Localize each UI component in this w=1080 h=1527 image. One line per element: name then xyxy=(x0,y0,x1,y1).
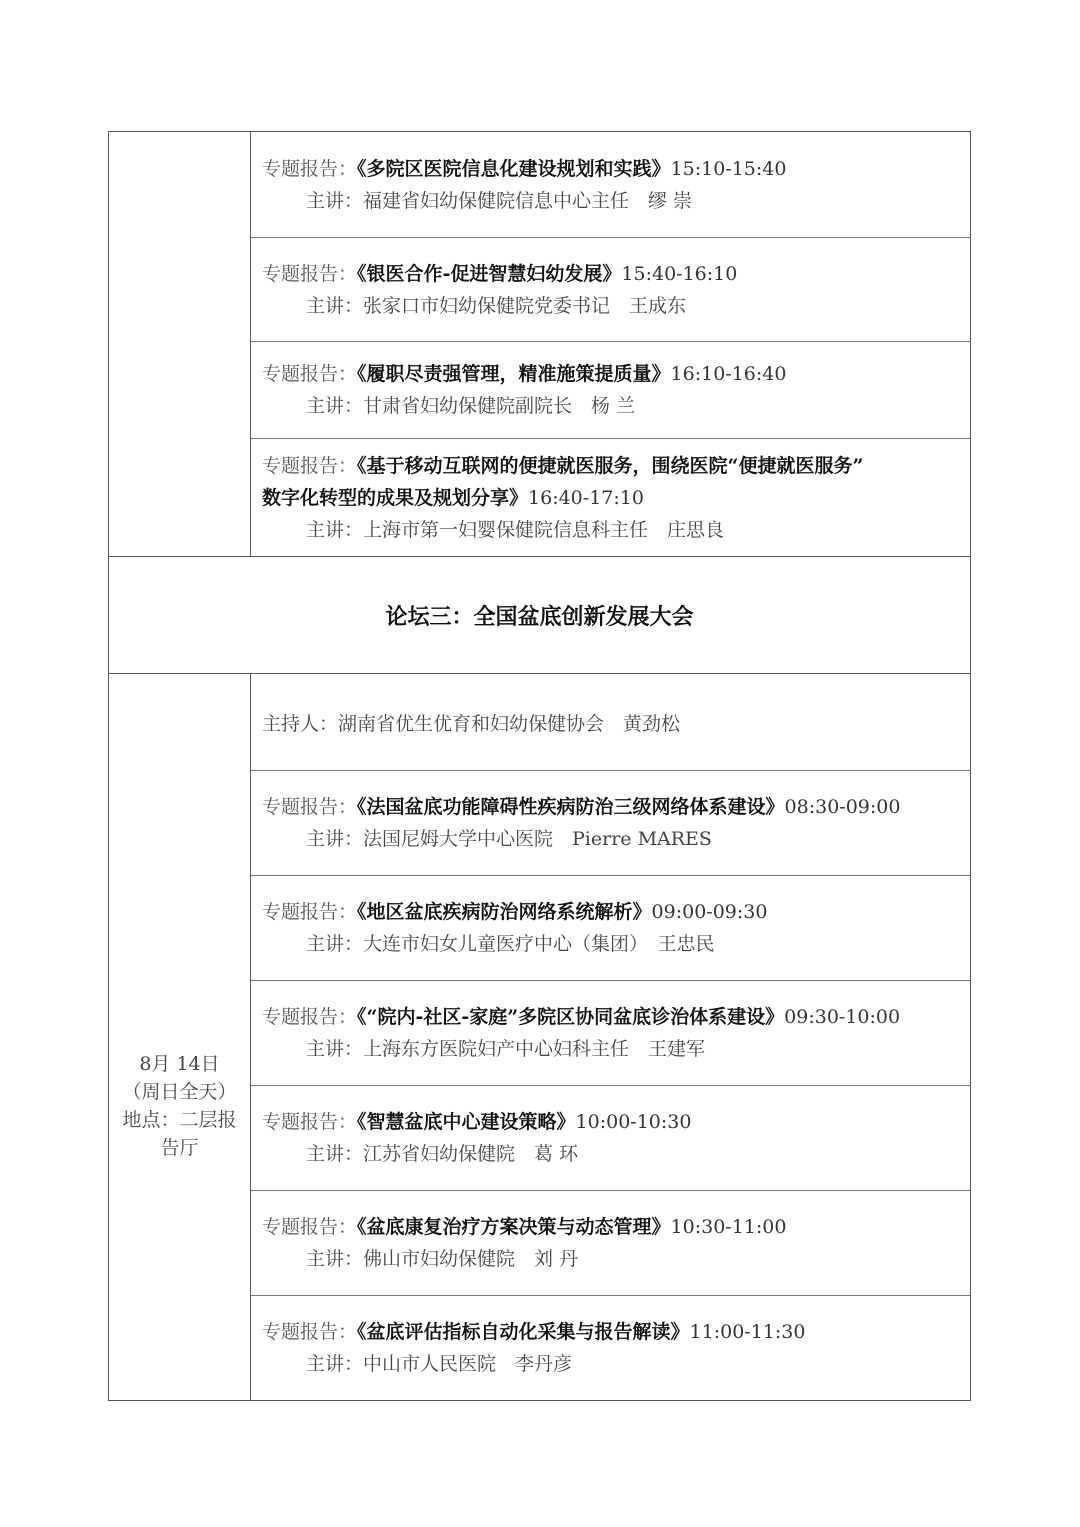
location: 地点：二层报 xyxy=(122,1109,237,1131)
talk-row: 专题报告：《智慧盆底中心建设策略》10:00-10:30 主讲：江苏省妇幼保健院 葛 环 xyxy=(251,1086,970,1191)
talk-title-cont: 数字化转型的成果及规划分享》 xyxy=(262,486,529,509)
talk-speaker: 江苏省妇幼保健院 葛 环 xyxy=(363,1143,579,1165)
talk-row: 专题报告：《地区盆底疾病防治网络系统解析》09:00-09:30 主讲：大连市妇女儿童医疗中心（集团） 王忠民 xyxy=(251,876,970,981)
talk-speaker: 佛山市妇幼保健院 刘 丹 xyxy=(363,1248,579,1270)
talk-title: 《法国盆底功能障碍性疾病防治三级网络体系建设》 xyxy=(357,796,785,818)
talk-time: 16:40-17:10 xyxy=(528,486,644,509)
talk-speaker: 张家口市妇幼保健院党委书记 王成东 xyxy=(363,294,687,317)
talk-title: 《“院内-社区-家庭”多院区协同盆底诊治体系建设》 xyxy=(357,1006,785,1028)
talk-row: 专题报告：《银医合作-促进智慧妇幼发展》15:40-16:10 主讲：张家口市妇幼保健院党委书记 王成东 xyxy=(251,238,970,342)
talk-speaker: 大连市妇女儿童医疗中心（集团） 王忠民 xyxy=(363,933,715,955)
talk-title: 《盆底康复治疗方案决策与动态管理》 xyxy=(357,1216,671,1238)
talk-row: 专题报告：《法国盆底功能障碍性疾病防治三级网络体系建设》08:30-09:00 主讲：法国尼姆大学中心医院 Pierre MARES xyxy=(251,771,970,876)
talk-time: 10:30-11:00 xyxy=(670,1216,787,1238)
talk-speaker: 中山市人民医院 李丹彦 xyxy=(363,1353,573,1375)
host-row xyxy=(251,674,970,771)
forum2-section xyxy=(109,132,970,557)
talk-title: 《履职尽责强管理，精准施策提质量》 xyxy=(357,363,671,385)
forum3-date-cell xyxy=(109,674,251,1400)
talk-time: 15:10-15:40 xyxy=(670,157,787,180)
talk-row: 专题报告：《盆底康复治疗方案决策与动态管理》10:30-11:00 主讲：佛山市妇幼保健院 刘 丹 xyxy=(251,1191,970,1296)
schedule-table xyxy=(108,131,971,1401)
talk-time: 16:10-16:40 xyxy=(670,363,787,385)
talk-speaker: 法国尼姆大学中心医院 Pierre MARES xyxy=(363,828,712,850)
talk-time: 08:30-09:00 xyxy=(784,796,901,818)
talk-title: 《盆底评估指标自动化采集与报告解读》 xyxy=(357,1321,690,1343)
talk-row: 专题报告：《盆底评估指标自动化采集与报告解读》11:00-11:30 主讲：中山市人民医院 李丹彦 xyxy=(262,1321,806,1375)
talk-title: 《智慧盆底中心建设策略》 xyxy=(357,1111,576,1133)
forum3-title: 论坛三：全国盆底创新发展大会 xyxy=(109,557,970,674)
talk-speaker: 上海市第一妇婴保健院信息科主任 庄思良 xyxy=(363,518,725,541)
talk-time: 09:30-10:00 xyxy=(784,1006,901,1028)
talk-time: 11:00-11:30 xyxy=(689,1321,806,1343)
talk-time: 15:40-16:10 xyxy=(621,262,738,285)
talk-time: 09:00-09:30 xyxy=(651,901,768,923)
host: 主持人：湖南省优生优育和妇幼保健协会 黄劲松 xyxy=(262,712,681,735)
forum2-date-cell xyxy=(109,132,251,556)
talk-row: 专题报告：《履职尽责强管理，精准施策提质量》16:10-16:40 主讲：甘肃省妇幼保健院副院长 杨 兰 xyxy=(251,342,970,439)
talk-speaker: 上海东方医院妇产中心妇科主任 王建军 xyxy=(363,1038,706,1060)
talk-title: 《银医合作-促进智慧妇幼发展》 xyxy=(357,262,622,285)
talk-title: 《地区盆底疾病防治网络系统解析》 xyxy=(357,901,652,923)
day: （周日全天） xyxy=(122,1081,237,1103)
forum3-section xyxy=(109,674,970,1400)
date: 8月 14日 xyxy=(139,1053,220,1075)
talk-title: 《基于移动互联网的便捷就医服务，围绕医院“便捷就医服务” xyxy=(357,454,864,477)
talk-row: 专题报告：《多院区医院信息化建设规划和实践》15:10-15:40 主讲：福建省妇幼保健院信息中心主任 缪 崇 xyxy=(251,132,970,238)
talk-title: 《多院区医院信息化建设规划和实践》 xyxy=(357,157,671,180)
talk-row: 专题报告：《基于移动互联网的便捷就医服务，围绕医院“便捷就医服务” 数字化转型的成果及规划分享》16:40-17:10 主讲：上海市第一妇婴保健院信息科主任 庄思良 xyxy=(262,454,864,541)
talk-speaker: 福建省妇幼保健院信息中心主任 缪 崇 xyxy=(363,189,693,212)
talk-time: 10:00-10:30 xyxy=(575,1111,692,1133)
talk-row: 专题报告：《“院内-社区-家庭”多院区协同盆底诊治体系建设》09:30-10:00 主讲：上海东方医院妇产中心妇科主任 王建军 xyxy=(251,981,970,1086)
talk-speaker: 甘肃省妇幼保健院副院长 杨 兰 xyxy=(363,395,636,417)
location-cont: 告厅 xyxy=(160,1137,199,1159)
